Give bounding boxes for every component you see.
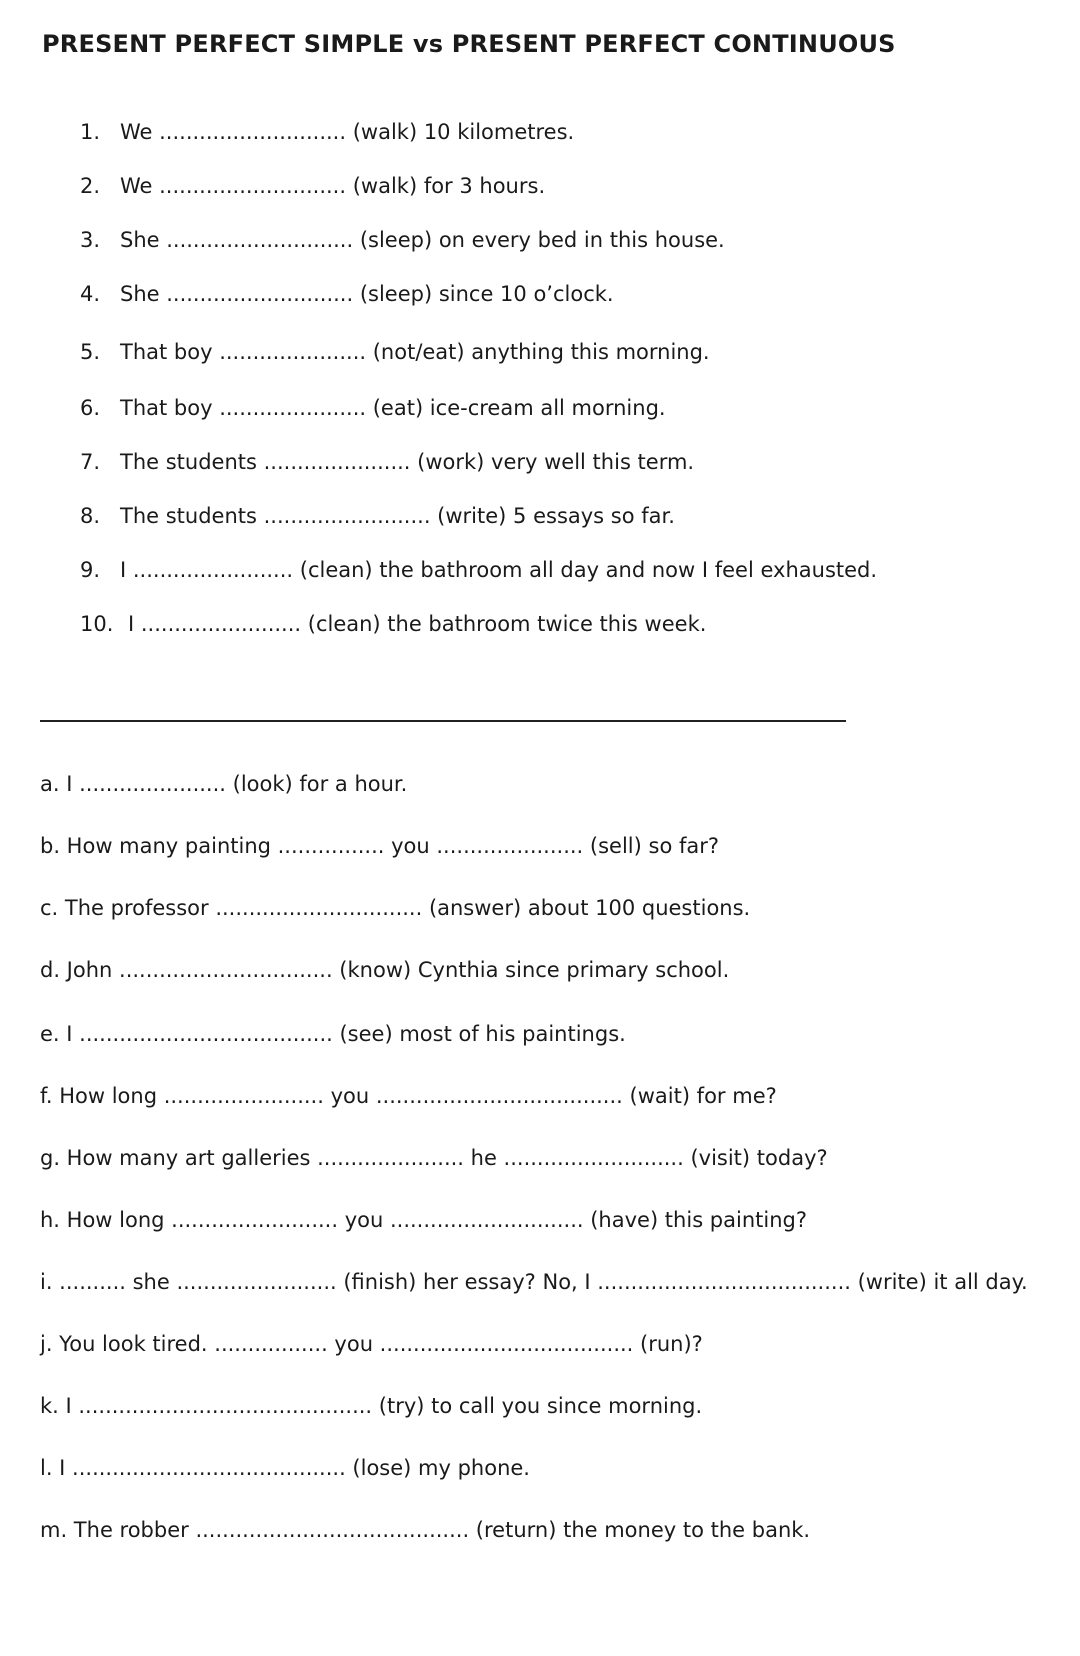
exercise-number: 3. [80, 228, 101, 252]
exercise-number: 9. [80, 558, 101, 582]
exercise-b: b. How many painting ................ you ...................... (sell) so far? [40, 834, 720, 858]
exercise-k: k. I ............................................ (try) to call you since morning. [40, 1394, 703, 1418]
exercise-text: The students ......................... (write) 5 essays so far. [120, 504, 675, 528]
exercise-10 [80, 614, 706, 635]
exercise-f: f. How long ........................ you ..................................... (wait) for me? [40, 1084, 777, 1108]
exercise-text: I ........................ (clean) the bathroom twice this week. [128, 612, 707, 636]
section-divider [40, 720, 846, 722]
exercise-d: d. John ................................ (know) Cynthia since primary school. [40, 958, 730, 982]
exercise-number: 6. [80, 396, 101, 420]
exercise-number: 2. [80, 174, 101, 198]
exercise-6 [80, 398, 666, 419]
exercise-a: a. I ...................... (look) for a hour. [40, 772, 408, 796]
exercise-text: That boy ...................... (eat) ice-cream all morning. [120, 396, 666, 420]
exercise-c: c. The professor ............................... (answer) about 100 questions. [40, 896, 751, 920]
exercise-1 [80, 122, 574, 143]
exercise-text: We ............................ (walk) for 3 hours. [120, 174, 546, 198]
exercise-number: 4. [80, 282, 101, 306]
page-title: PRESENT PERFECT SIMPLE vs PRESENT PERFECT CONTINUOUS [42, 30, 896, 58]
exercise-2 [80, 176, 545, 197]
exercise-i: i. .......... she ........................ (finish) her essay? No, I ...................................... (write) it all day. [40, 1270, 1028, 1294]
exercise-h: h. How long ......................... you ............................. (have) this painting? [40, 1208, 808, 1232]
exercise-l: l. I ......................................... (lose) my phone. [40, 1456, 530, 1480]
exercise-5 [80, 342, 710, 363]
exercise-text: We ............................ (walk) 10 kilometres. [120, 120, 575, 144]
exercise-m: m. The robber ......................................... (return) the money to the bank. [40, 1518, 811, 1542]
exercise-e: e. I ...................................... (see) most of his paintings. [40, 1022, 626, 1046]
exercise-text: The students ...................... (work) very well this term. [120, 450, 695, 474]
exercise-9 [80, 560, 877, 581]
exercise-text: That boy ...................... (not/eat) anything this morning. [120, 340, 710, 364]
exercise-j: j. You look tired. ................. you ...................................... (run)? [40, 1332, 703, 1356]
exercise-text: She ............................ (sleep) since 10 o’clock. [120, 282, 614, 306]
exercise-number: 10. [80, 612, 114, 636]
exercise-8 [80, 506, 675, 527]
exercise-number: 7. [80, 450, 101, 474]
exercise-7 [80, 452, 694, 473]
exercise-g: g. How many art galleries ...................... he ........................... (visit) today? [40, 1146, 828, 1170]
exercise-number: 1. [80, 120, 101, 144]
exercise-number: 8. [80, 504, 101, 528]
exercise-4 [80, 284, 614, 305]
exercise-text: She ............................ (sleep) on every bed in this house. [120, 228, 725, 252]
exercise-text: I ........................ (clean) the bathroom all day and now I feel exhausted. [120, 558, 878, 582]
exercise-3 [80, 230, 725, 251]
exercise-number: 5. [80, 340, 101, 364]
